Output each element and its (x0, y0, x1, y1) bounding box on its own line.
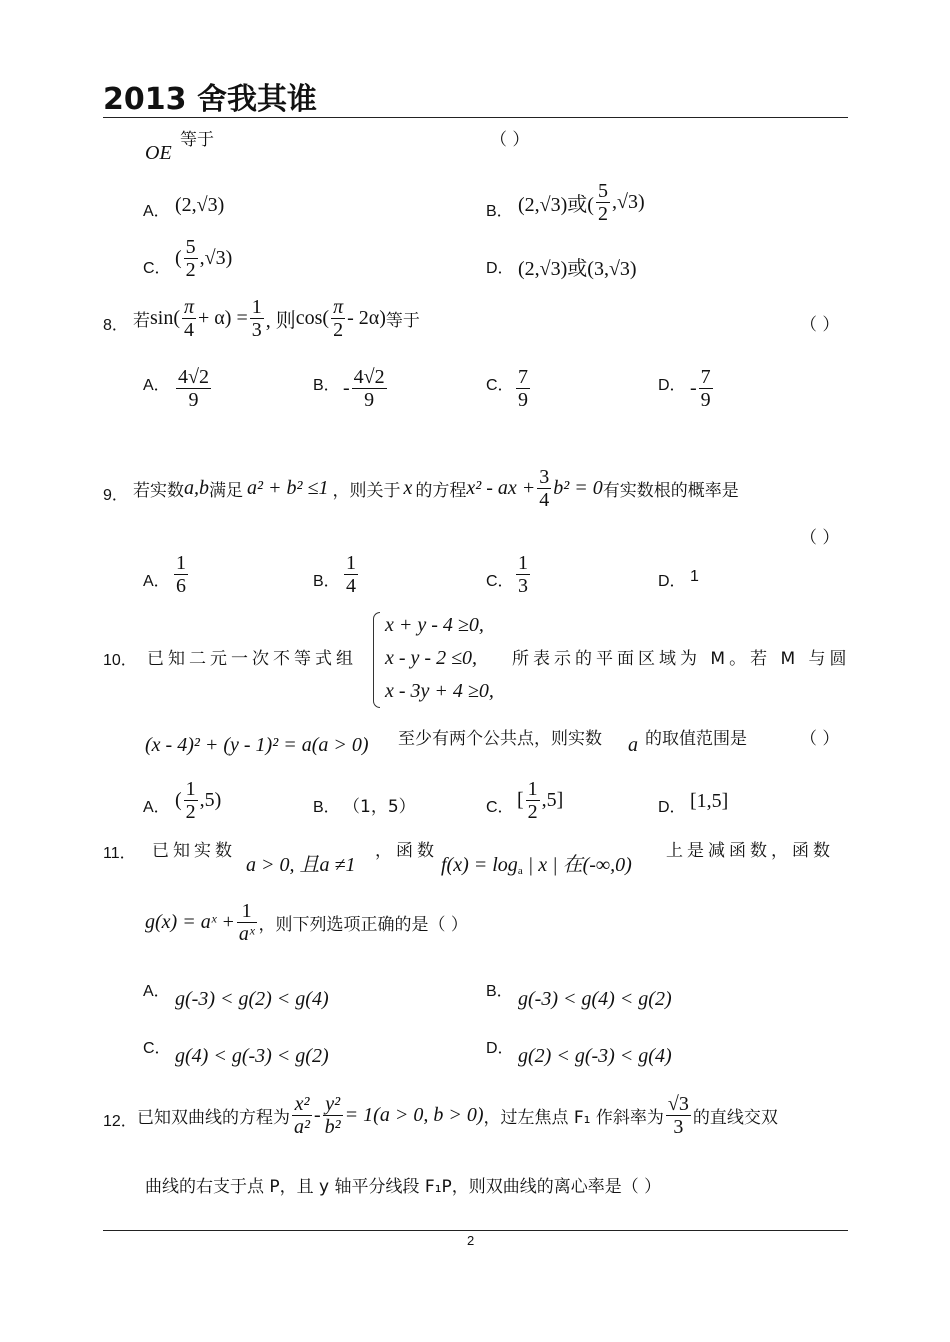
q7-option-b-frac-num: 5 (597, 180, 608, 202)
q10-ineq-2: x - y - 2 ≤0, (385, 647, 478, 669)
q8-cos: cos( (295, 307, 330, 329)
q12-y2: y² (323, 1093, 343, 1116)
q10-t4: 的取值范围是 (645, 729, 747, 749)
q11-option-d-label: D． (486, 1040, 514, 1057)
q10-option-b-label: B． (313, 799, 340, 816)
q10-option-c-label: C． (486, 799, 514, 816)
q7-option-b-frac-den: 2 (597, 203, 608, 225)
q10-circle: (x - 4)² + (y - 1)² = a(a > 0) (145, 734, 369, 756)
q10-option-c-expr (517, 778, 563, 823)
q9-option-a-num: 1 (176, 552, 186, 574)
q7-option-d-expr: (2,√3)或(3,√3) (518, 258, 637, 280)
q8-frac-pi2 (331, 296, 345, 341)
q7-option-b-part1: (2,√3)或( (518, 194, 594, 216)
q7-option-d-label: D． (486, 260, 514, 277)
q8-option-b-sign: - (343, 377, 350, 399)
q12-a2: a² (294, 1116, 310, 1138)
q8-option-d-sign: - (690, 377, 697, 399)
q9-option-b-den: 4 (346, 575, 356, 597)
q8-dengyu: 等于 (385, 311, 420, 331)
q11-fx (441, 848, 632, 877)
q7-option-c-frac-num: 5 (185, 236, 196, 258)
q9-frac-num: 3 (539, 466, 550, 488)
q10-option-b-value: （1，5） (343, 797, 416, 817)
q10-option-c-post: ,5] (541, 789, 564, 811)
q9-t5: 有实数根的概率是 (602, 481, 739, 501)
footer-rule (103, 1230, 848, 1231)
q10-option-a-num: 1 (185, 778, 196, 800)
q8-one: 1 (251, 296, 262, 318)
q8-option-c-label: C． (486, 377, 514, 394)
q11-fx-part1: f(x) = log (441, 854, 518, 876)
q8-option-a-label: A． (143, 377, 170, 394)
page-number: 2 (467, 1233, 475, 1248)
q9-option-c-num: 1 (518, 552, 528, 574)
q11-option-c-label: C． (143, 1040, 171, 1057)
q11-t4: ，则下列选项正确的是（ ） (258, 915, 468, 935)
q11-gx-line (145, 900, 468, 945)
q12-t3: 的直线交双 (692, 1108, 778, 1128)
q10-option-a-expr (175, 778, 221, 823)
q12-slope-num: √3 (667, 1093, 689, 1115)
q11-option-c-expr: g(4) < g(-3) < g(2) (175, 1045, 329, 1067)
q10-option-c-den: 2 (527, 801, 538, 823)
q8-option-b-label: B． (313, 377, 340, 394)
q12-line2: 曲线的右支于点 P，且 y 轴平分线段 F₁P，则双曲线的离心率是（ ） (145, 1177, 662, 1197)
q11-t3: 上是减函数，函数 (666, 841, 834, 861)
q9-option-c-frac (514, 552, 532, 597)
q9-paren: （ ） (800, 528, 840, 548)
q9-option-b-label: B． (313, 573, 340, 590)
q9-frac (537, 466, 551, 511)
q12-number: 12． (103, 1113, 137, 1130)
q11-t2: ，函数 (375, 841, 438, 861)
q11-option-b-label: B． (486, 983, 513, 1000)
q9-option-c-den: 3 (518, 575, 528, 597)
q9-t2: 满足 (209, 481, 243, 501)
q12-b2: b² (324, 1116, 341, 1138)
q7-option-b-part2: ,√3) (611, 191, 645, 213)
q8-four: 4 (184, 319, 195, 341)
q8-option-c-frac (514, 366, 532, 411)
q11-fx-sub: a (517, 865, 523, 877)
q9-option-a-frac (172, 552, 190, 597)
q7-option-c-frac (184, 236, 198, 281)
q11-gx: g(x) = aˣ + (145, 911, 235, 933)
q8-stem (133, 296, 420, 341)
q9-number: 9． (103, 487, 128, 504)
q10-number: 10． (103, 652, 137, 669)
q10-brace (373, 612, 380, 708)
q10-ineq-1: x + y - 4 ≥0, (385, 614, 484, 636)
q7-option-b-frac (596, 180, 610, 225)
q11-gx-den: aˣ (238, 923, 255, 945)
q10-option-a-pre: ( (175, 789, 182, 811)
q8-pi: π (184, 296, 195, 318)
q11-cond: a > 0, 且a ≠1 (246, 854, 356, 876)
q11-t1: 已知实数 (152, 841, 236, 861)
q9-t3: ，则关于 (332, 481, 401, 501)
q10-option-c-pre: [ (517, 789, 524, 811)
q7-option-a-label: A． (143, 203, 170, 220)
q8-option-b-num: 4√2 (353, 366, 385, 388)
q11-option-a-label: A． (143, 983, 170, 1000)
q8-option-d-num: 7 (700, 366, 711, 388)
q8-sin: sin( (150, 307, 180, 329)
q9-frac-den: 4 (539, 489, 550, 511)
q8-plus-alpha: + α) = (198, 307, 248, 329)
q9-cond: a² + b² ≤1 (247, 477, 329, 499)
q9-t4: 的方程 (415, 481, 467, 501)
q7-option-c-post: ,√3) (199, 247, 233, 269)
q12-t1: 已知双曲线的方程为 (137, 1108, 290, 1128)
q7-option-a-expr: (2,√3) (175, 194, 225, 216)
q9-eq2: b² = 0 (553, 477, 603, 499)
q9-x: x (403, 477, 413, 499)
q12-slope-den: 3 (673, 1116, 684, 1138)
q11-fx-part2: | x | 在(-∞,0) (527, 854, 632, 876)
q8-option-a-frac (174, 366, 213, 411)
q7-expr: OE (145, 142, 172, 164)
q11-option-b-expr: g(-3) < g(4) < g(2) (518, 988, 672, 1010)
q8-option-a-num: 4√2 (178, 366, 209, 388)
q9-option-a-label: A． (143, 573, 170, 590)
q7-option-c-frac-den: 2 (185, 259, 196, 281)
q8-minus2alpha: - 2α) (347, 307, 386, 329)
q12-t2: ，过左焦点 F₁ 作斜率为 (483, 1108, 664, 1128)
q9-eq1: x² - ax + (466, 477, 536, 499)
q12-eq: = 1(a > 0, b > 0) (344, 1104, 484, 1126)
q12-stem (137, 1093, 778, 1138)
q9-option-b-frac (342, 552, 360, 597)
q10-option-a-post: ,5) (199, 789, 222, 811)
q11-option-a-expr: g(-3) < g(2) < g(4) (175, 988, 329, 1010)
q8-two: 2 (333, 319, 344, 341)
q11-gx-frac (237, 900, 257, 945)
q7-paren: （ ） (490, 130, 530, 150)
q7-option-c-pre: ( (175, 247, 182, 269)
q7-option-c-label: C． (143, 260, 171, 277)
q7-option-c-expr (175, 236, 232, 281)
q12-frac-x (292, 1093, 312, 1138)
q8-frac-13 (250, 296, 264, 341)
q10-option-d-label: D． (658, 799, 686, 816)
q10-ineq-3: x - 3y + 4 ≥0, (385, 680, 494, 702)
q8-three: 3 (251, 319, 262, 341)
q8-number: 8． (103, 317, 128, 334)
q8-frac-pi4 (182, 296, 196, 341)
q8-option-b-expr (343, 366, 389, 411)
q9-option-d-label: D． (658, 573, 686, 590)
q11-number: 11． (103, 845, 136, 862)
q9-ab: a,b (184, 477, 209, 499)
page-header-title: 2013 舍我其谁 (103, 82, 317, 117)
q10-t3: 至少有两个公共点，则实数 (398, 729, 602, 749)
q9-option-b-num: 1 (346, 552, 356, 574)
q10-paren: （ ） (800, 729, 840, 749)
q7-tail-text: 等于 (180, 130, 214, 150)
q10-t1: 已知二元一次不等式组 (147, 649, 357, 669)
q9-stem (133, 466, 739, 511)
q8-paren: （ ） (800, 315, 840, 335)
q9-option-a-den: 6 (176, 575, 186, 597)
q9-t1: 若实数 (133, 481, 184, 501)
q10-option-a-den: 2 (185, 801, 196, 823)
q12-frac-y (323, 1093, 343, 1138)
q8-option-c-den: 9 (518, 389, 528, 411)
q9-option-d-value: 1 (690, 568, 699, 585)
q8-option-a-den: 9 (188, 389, 199, 411)
q10-t2: 所表示的平面区域为 M。若 M 与圆 (512, 649, 851, 669)
q7-option-b-label: B． (486, 203, 513, 220)
q8-option-d-expr (690, 366, 715, 411)
q8-option-b-den: 9 (364, 389, 375, 411)
q12-minus: - (314, 1104, 321, 1126)
q12-slope-frac (666, 1093, 691, 1138)
q8-ze: , 则 (265, 310, 296, 332)
q8-option-d-label: D． (658, 377, 686, 394)
q10-a: a (628, 734, 638, 756)
q8-pi2: π (333, 296, 344, 318)
q8-option-d-den: 9 (700, 389, 711, 411)
q12-x2: x² (292, 1093, 312, 1116)
q10-option-a-label: A． (143, 799, 170, 816)
q11-option-d-expr: g(2) < g(-3) < g(4) (518, 1045, 672, 1067)
q8-option-c-num: 7 (518, 366, 528, 388)
q10-option-d-value: [1,5] (690, 790, 729, 812)
header-rule (103, 117, 848, 118)
q11-gx-num: 1 (237, 900, 257, 923)
q10-option-c-num: 1 (527, 778, 538, 800)
q7-option-b-expr (518, 180, 645, 225)
q8-ruo: 若 (133, 311, 150, 331)
q9-option-c-label: C． (486, 573, 514, 590)
